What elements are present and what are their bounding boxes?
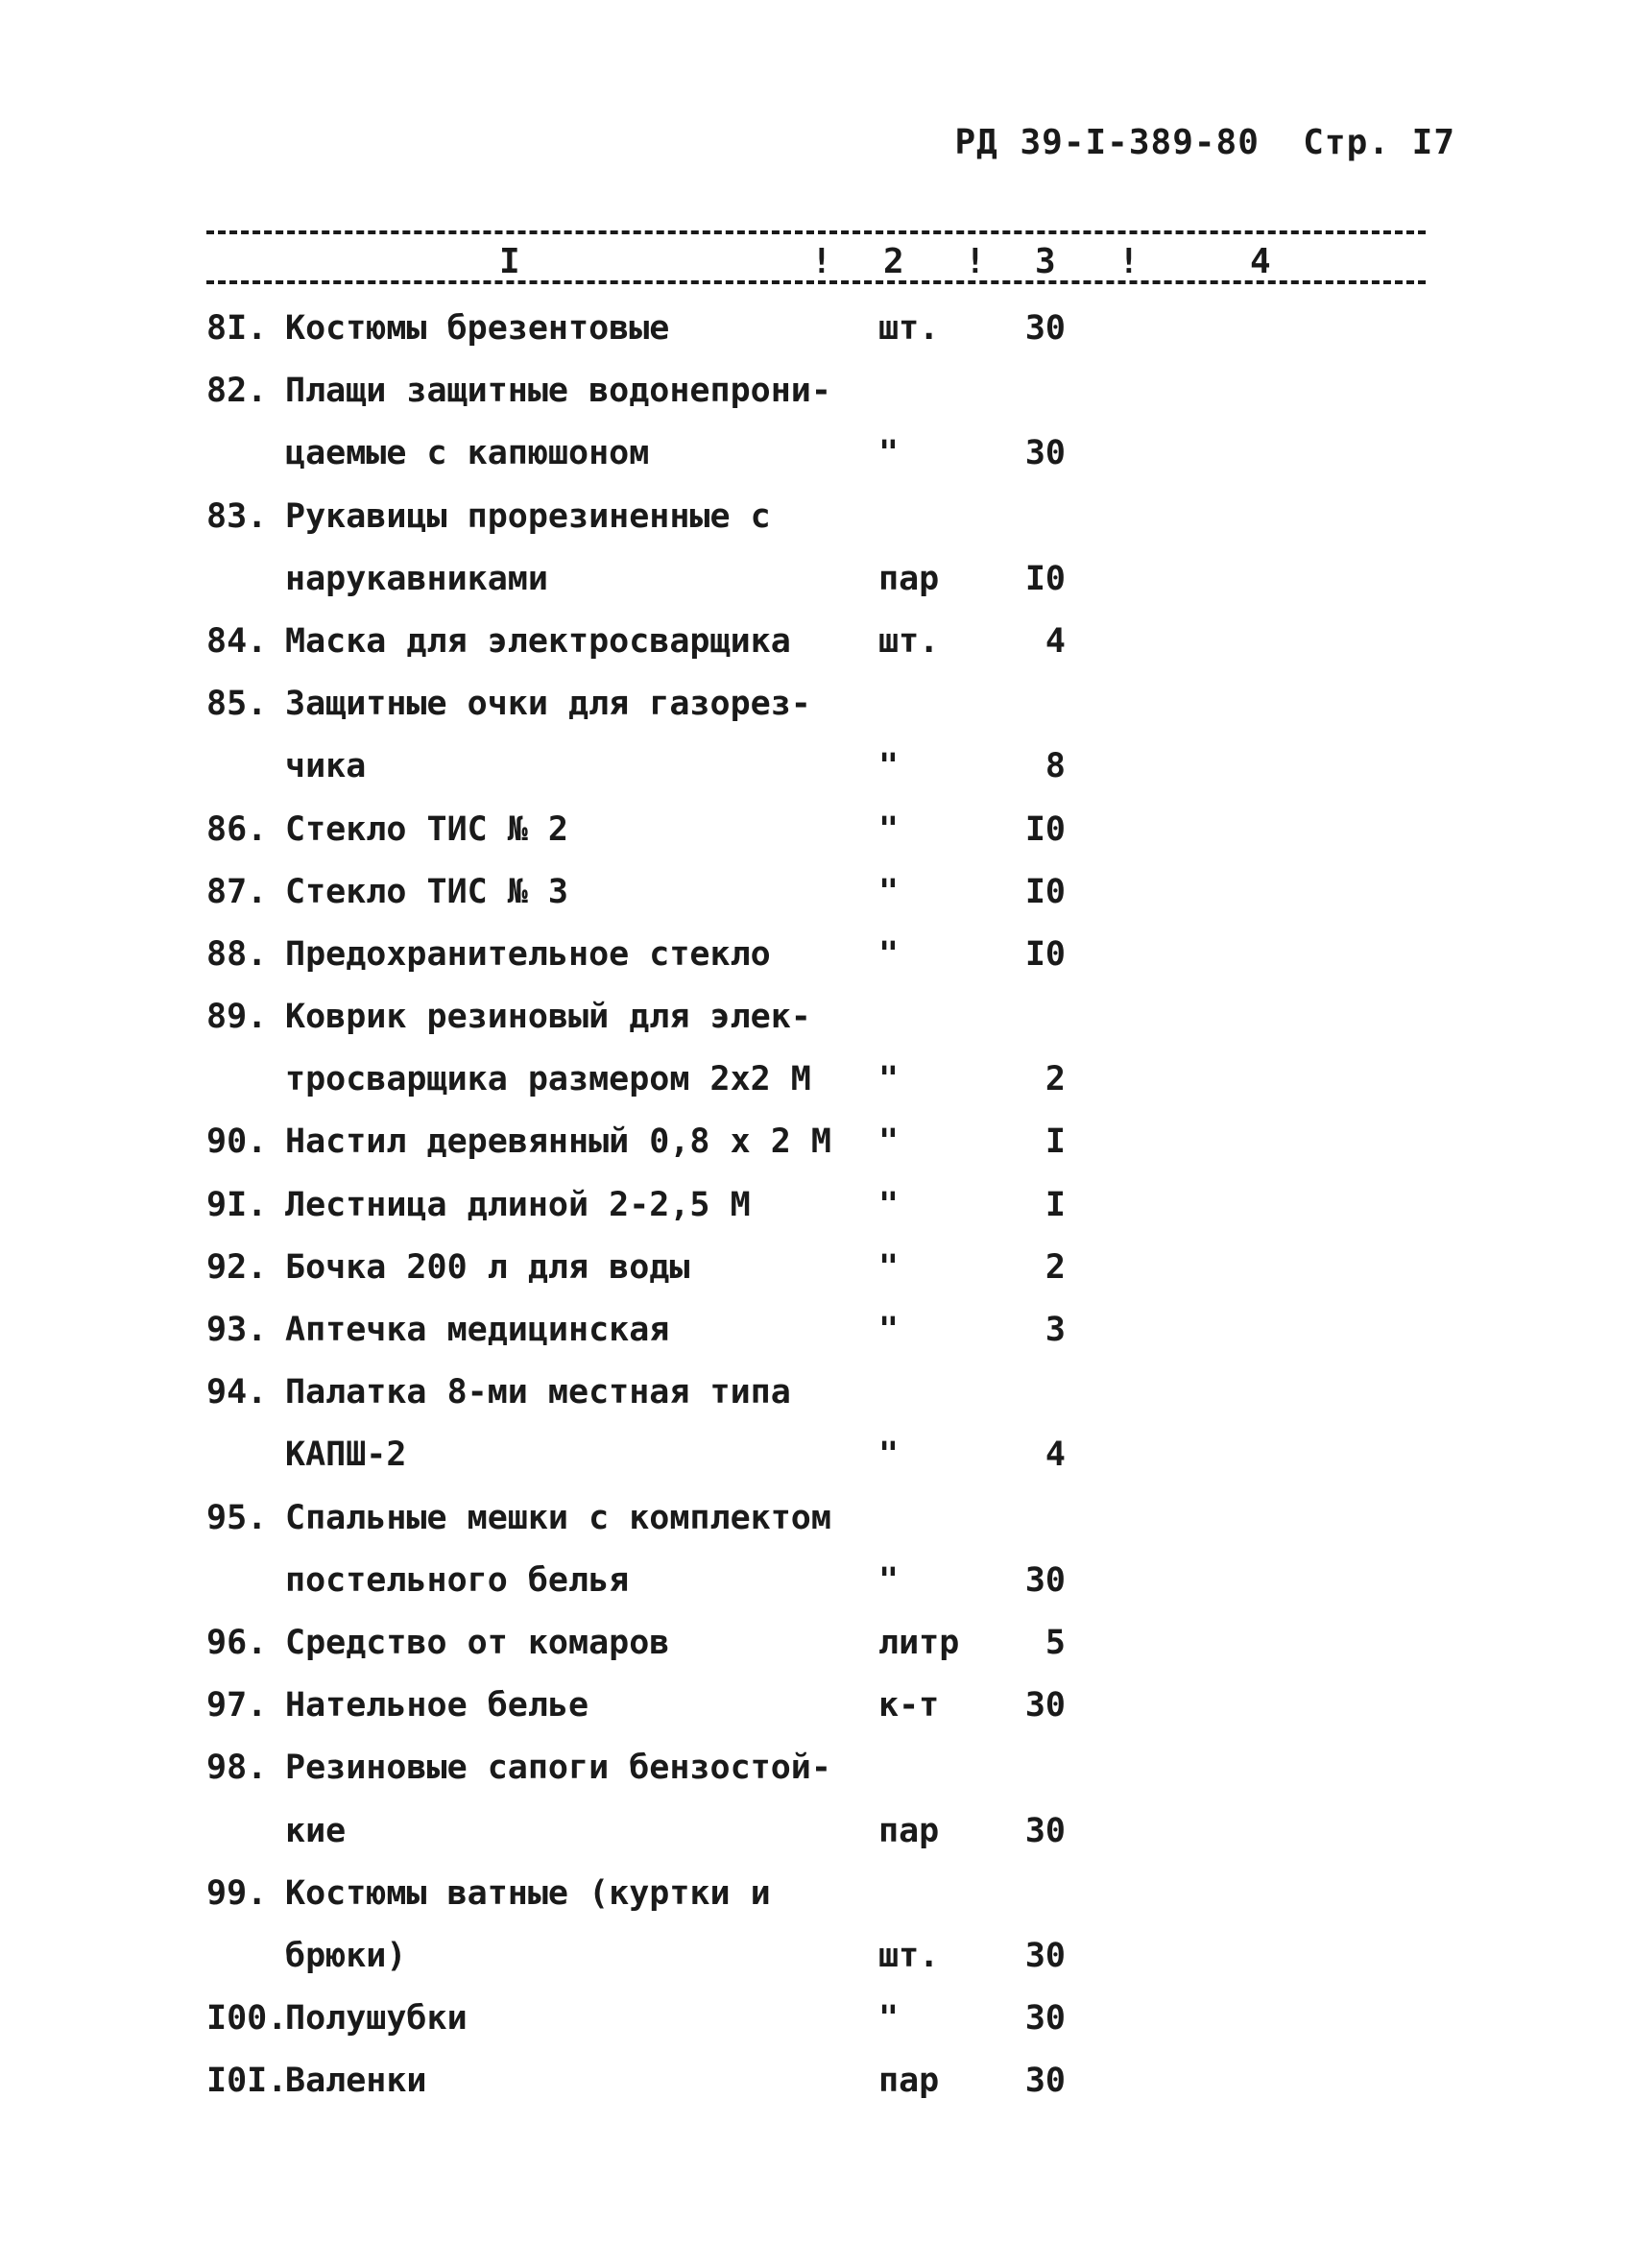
item-number: 84.	[206, 621, 268, 661]
item-quantity: 30	[1024, 434, 1066, 473]
column-header-row	[0, 242, 1633, 280]
item-number: I0I.	[206, 2062, 288, 2101]
item-unit: "	[878, 1060, 900, 1099]
item-name: кие	[285, 1811, 347, 1850]
items-list	[206, 309, 1454, 2124]
item-name: Стекло ТИС № 2	[285, 809, 569, 849]
item-unit: "	[878, 1311, 900, 1349]
item-quantity: 5	[1045, 1623, 1066, 1662]
item-name: нарукавниками	[285, 559, 548, 598]
list-item	[206, 1749, 1454, 1811]
item-quantity: 30	[1024, 1999, 1066, 2039]
doc-reference: РД 39-I-389-80	[954, 123, 1260, 162]
item-name: Костюмы брезентовые	[285, 309, 670, 348]
item-name: Маска для электросварщика	[285, 621, 791, 661]
item-name: Спальные мешки с комплектом	[285, 1498, 831, 1537]
list-item	[206, 1373, 1454, 1436]
list-item	[206, 1686, 1454, 1749]
item-unit: шт.	[878, 1936, 940, 1975]
item-unit: "	[878, 747, 900, 786]
list-item	[206, 1311, 1454, 1373]
item-name: Стекло ТИС № 3	[285, 872, 569, 911]
item-number: 88.	[206, 934, 268, 974]
item-number: 95.	[206, 1498, 268, 1537]
item-number: 86.	[206, 809, 268, 849]
item-unit: "	[878, 1436, 900, 1475]
item-number: 97.	[206, 1686, 268, 1725]
item-name: Настил деревянный 0,8 х 2 М	[285, 1122, 831, 1162]
item-name: постельного белья	[285, 1560, 630, 1600]
item-unit: "	[878, 809, 900, 849]
item-name: Бочка 200 л для воды	[285, 1247, 690, 1287]
item-name: Рукавицы прорезиненные с	[285, 496, 771, 536]
item-quantity: 30	[1024, 309, 1066, 348]
item-quantity: 2	[1045, 1247, 1066, 1287]
column-separator: !	[965, 242, 986, 281]
item-quantity: 8	[1045, 747, 1066, 786]
list-item	[206, 1122, 1454, 1185]
item-name: Палатка 8-ми местная типа	[285, 1373, 791, 1412]
list-item	[206, 622, 1454, 685]
item-number: 82.	[206, 372, 268, 411]
column-header-2: 2	[883, 242, 904, 281]
item-unit: "	[878, 1247, 900, 1287]
item-quantity: 30	[1024, 1936, 1066, 1975]
item-number: 8I.	[206, 309, 268, 348]
list-item	[206, 560, 1454, 622]
list-item	[206, 935, 1454, 998]
item-name: Защитные очки для газорез-	[285, 685, 811, 724]
item-number: I00.	[206, 1999, 288, 2039]
item-number: 98.	[206, 1749, 268, 1788]
item-quantity: 4	[1045, 621, 1066, 661]
list-item	[206, 1561, 1454, 1624]
item-unit: "	[878, 934, 900, 974]
item-unit: "	[878, 434, 900, 473]
list-item	[206, 998, 1454, 1060]
column-separator: !	[811, 242, 832, 281]
item-unit: "	[878, 1999, 900, 2039]
list-item	[206, 1248, 1454, 1311]
item-unit: к-т	[878, 1686, 940, 1725]
item-name: Нательное белье	[285, 1686, 589, 1725]
column-header-1: I	[499, 242, 520, 281]
item-quantity: 4	[1045, 1436, 1066, 1475]
column-header-4: 4	[1250, 242, 1271, 281]
item-unit: литр	[878, 1623, 960, 1662]
item-quantity: I0	[1024, 559, 1066, 598]
item-unit: "	[878, 872, 900, 911]
item-unit: "	[878, 1122, 900, 1162]
item-quantity: I0	[1024, 872, 1066, 911]
item-name: Полушубки	[285, 1999, 468, 2039]
item-unit: "	[878, 1560, 900, 1600]
item-name: чика	[285, 747, 367, 786]
item-number: 90.	[206, 1122, 268, 1162]
list-item	[206, 1999, 1454, 2062]
item-name: КАПШ-2	[285, 1436, 407, 1475]
item-quantity: 30	[1024, 1811, 1066, 1850]
item-name: Аптечка медицинская	[285, 1311, 670, 1349]
list-item	[206, 1812, 1454, 1874]
item-number: 94.	[206, 1373, 268, 1412]
list-item	[206, 747, 1454, 809]
item-quantity: 30	[1024, 1560, 1066, 1600]
item-number: 93.	[206, 1311, 268, 1349]
item-number: 89.	[206, 998, 268, 1037]
page-header	[954, 123, 1455, 162]
column-separator: !	[1118, 242, 1140, 281]
list-item	[206, 685, 1454, 747]
page-label: Стр.	[1303, 123, 1390, 162]
item-name: цаемые с капюшоном	[285, 434, 650, 473]
list-item	[206, 2062, 1454, 2124]
item-unit: пар	[878, 1811, 940, 1850]
item-unit: шт.	[878, 621, 940, 661]
item-quantity: 30	[1024, 2062, 1066, 2101]
item-name: Плащи защитные водонепрони-	[285, 372, 831, 411]
item-unit: пар	[878, 559, 940, 598]
list-item	[206, 1937, 1454, 1999]
item-name: Предохранительное стекло	[285, 934, 771, 974]
column-header-3: 3	[1035, 242, 1056, 281]
item-number: 9I.	[206, 1185, 268, 1224]
top-dashed-rule	[206, 230, 1426, 234]
item-name: брюки)	[285, 1936, 407, 1975]
item-unit: пар	[878, 2062, 940, 2101]
item-name: Валенки	[285, 2062, 427, 2101]
item-name: Резиновые сапоги бензостой-	[285, 1749, 831, 1788]
item-name: Костюмы ватные (куртки и	[285, 1873, 771, 1913]
item-number: 87.	[206, 872, 268, 911]
item-quantity: I	[1045, 1122, 1066, 1162]
item-name: Средство от комаров	[285, 1623, 670, 1662]
item-name: Коврик резиновый для элек-	[285, 998, 811, 1037]
item-number: 92.	[206, 1247, 268, 1287]
list-item	[206, 434, 1454, 496]
item-name: тросварщика размером 2х2 М	[285, 1060, 811, 1099]
item-quantity: 3	[1045, 1311, 1066, 1349]
item-name: Лестница длиной 2-2,5 М	[285, 1185, 751, 1224]
item-quantity: I0	[1024, 809, 1066, 849]
item-unit: шт.	[878, 309, 940, 348]
item-number: 85.	[206, 685, 268, 724]
list-item	[206, 309, 1454, 372]
list-item	[206, 1060, 1454, 1122]
item-unit: "	[878, 1185, 900, 1224]
list-item	[206, 1186, 1454, 1248]
list-item	[206, 810, 1454, 873]
item-number: 99.	[206, 1873, 268, 1913]
list-item	[206, 873, 1454, 935]
list-item	[206, 1436, 1454, 1498]
item-number: 96.	[206, 1623, 268, 1662]
item-quantity: 30	[1024, 1686, 1066, 1725]
item-quantity: I	[1045, 1185, 1066, 1224]
list-item	[206, 372, 1454, 434]
item-quantity: I0	[1024, 934, 1066, 974]
list-item	[206, 1874, 1454, 1937]
list-item	[206, 497, 1454, 560]
item-quantity: 2	[1045, 1060, 1066, 1099]
list-item	[206, 1624, 1454, 1686]
list-item	[206, 1499, 1454, 1561]
page-number: I7	[1411, 123, 1455, 162]
item-number: 83.	[206, 496, 268, 536]
header-dashed-rule	[206, 280, 1426, 284]
